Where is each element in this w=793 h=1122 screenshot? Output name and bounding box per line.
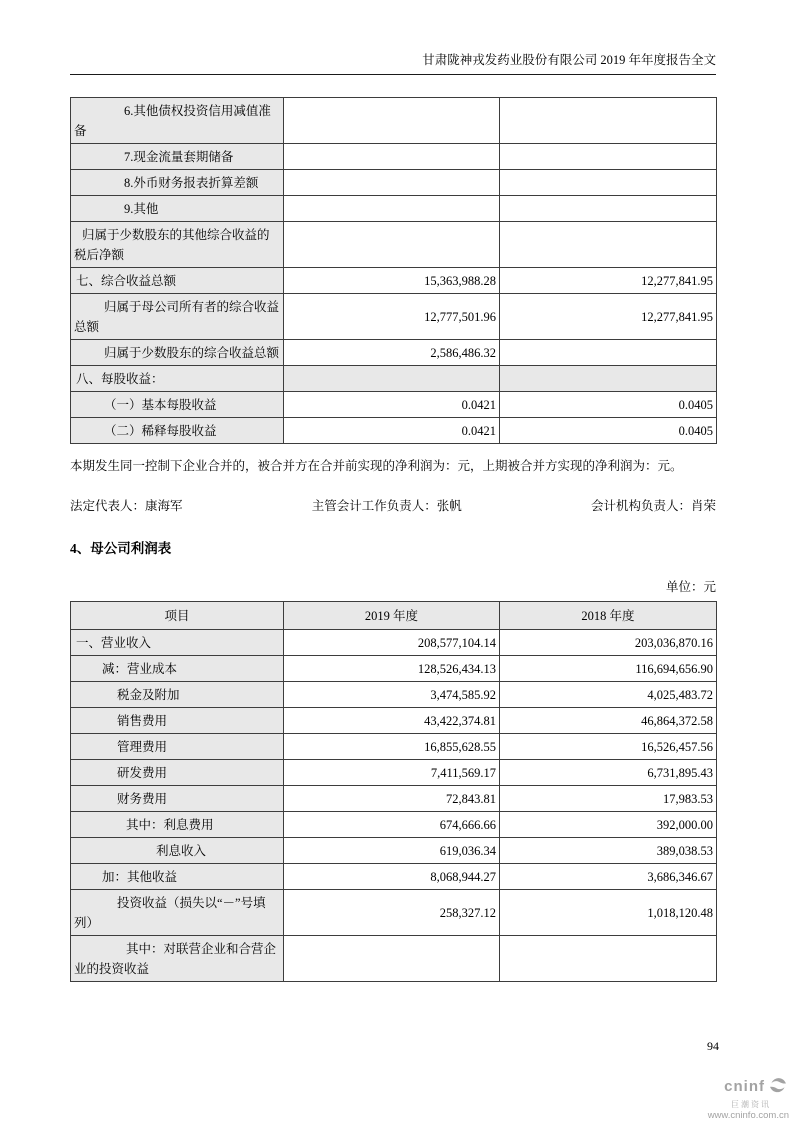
value-2019: 16,855,628.55	[284, 734, 500, 760]
value-2018: 0.0405	[500, 392, 717, 418]
table-header-row	[71, 602, 717, 630]
value-2018: 0.0405	[500, 418, 717, 444]
row-label: 研发费用	[71, 760, 284, 786]
value-2019: 12,777,501.96	[284, 294, 500, 340]
merger-note: 本期发生同一控制下企业合并的，被合并方在合并前实现的净利润为：元，上期被合并方实现的净利润为：元。	[70, 459, 683, 473]
table-row	[71, 268, 717, 294]
value-2018	[500, 196, 717, 222]
row-label: 加：其他收益	[71, 864, 284, 890]
cninfo-url: www.cninfo.com.cn	[707, 1110, 789, 1121]
value-2018: 392,000.00	[500, 812, 717, 838]
row-label: 税金及附加	[71, 682, 284, 708]
unit-label: 单位：元	[665, 580, 716, 594]
value-2019: 208,577,104.14	[284, 630, 500, 656]
row-label: 6.其他债权投资信用减值准备	[71, 98, 284, 144]
table-row	[71, 392, 717, 418]
header-title: 甘肃陇神戎发药业股份有限公司 2019 年年度报告全文	[422, 53, 716, 67]
value-2018: 4,025,483.72	[500, 682, 717, 708]
value-2019: 3,474,585.92	[284, 682, 500, 708]
cninfo-logo-row	[724, 1076, 789, 1100]
value-2018: 203,036,870.16	[500, 630, 717, 656]
value-2019: 0.0421	[284, 392, 500, 418]
value-2019	[284, 222, 500, 268]
table-row	[71, 656, 717, 682]
table-row	[71, 366, 717, 392]
row-label: 八、每股收益：	[71, 366, 284, 392]
row-label: 一、营业收入	[71, 630, 284, 656]
cninfo-brand: cninf	[724, 1078, 765, 1095]
row-label: 归属于少数股东的综合收益总额	[71, 340, 284, 366]
row-label: 利息收入	[71, 838, 284, 864]
table-row	[71, 812, 717, 838]
table-row	[71, 222, 717, 268]
value-2019: 674,666.66	[284, 812, 500, 838]
column-header-item: 项目	[71, 602, 284, 630]
row-label: 财务费用	[71, 786, 284, 812]
table-row	[71, 786, 717, 812]
value-2018: 17,983.53	[500, 786, 717, 812]
cninfo-logo	[708, 1076, 789, 1121]
value-2019: 8,068,944.27	[284, 864, 500, 890]
value-2019: 15,363,988.28	[284, 268, 500, 294]
value-2018	[500, 340, 717, 366]
value-2019	[284, 144, 500, 170]
value-2019: 7,411,569.17	[284, 760, 500, 786]
table-row	[71, 760, 717, 786]
table-row	[71, 170, 717, 196]
row-label: 9.其他	[71, 196, 284, 222]
value-2019: 128,526,434.13	[284, 656, 500, 682]
value-2018: 46,864,372.58	[500, 708, 717, 734]
row-label: 投资收益（损失以“－”号填列）	[71, 890, 284, 936]
table-row	[71, 418, 717, 444]
row-label: （一）基本每股收益	[71, 392, 284, 418]
signatories	[70, 498, 716, 515]
table-row	[71, 340, 717, 366]
value-2018: 6,731,895.43	[500, 760, 717, 786]
value-2019	[284, 170, 500, 196]
cninfo-caption: 巨潮资讯	[731, 1100, 771, 1109]
table-row	[71, 630, 717, 656]
value-2018: 3,686,346.67	[500, 864, 717, 890]
table-row	[71, 890, 717, 936]
row-label: 销售费用	[71, 708, 284, 734]
column-header-2018: 2018 年度	[500, 602, 717, 630]
value-2018: 12,277,841.95	[500, 294, 717, 340]
value-2019	[284, 366, 500, 392]
value-2018	[500, 98, 717, 144]
table-row	[71, 294, 717, 340]
value-2018	[500, 222, 717, 268]
row-label: 8.外币财务报表折算差额	[71, 170, 284, 196]
value-2018: 1,018,120.48	[500, 890, 717, 936]
table-row	[71, 864, 717, 890]
table-row	[71, 708, 717, 734]
value-2018: 116,694,656.90	[500, 656, 717, 682]
column-header-2019: 2019 年度	[284, 602, 500, 630]
row-label: 7.现金流量套期储备	[71, 144, 284, 170]
comprehensive-income-table	[70, 97, 717, 444]
section-heading: 4、母公司利润表	[70, 541, 172, 556]
value-2018: 12,277,841.95	[500, 268, 717, 294]
row-label: 减：营业成本	[71, 656, 284, 682]
swirl-icon	[767, 1076, 789, 1100]
header-rule	[70, 74, 716, 75]
value-2019: 43,422,374.81	[284, 708, 500, 734]
table-row	[71, 682, 717, 708]
row-label: 管理费用	[71, 734, 284, 760]
row-label: （二）稀释每股收益	[71, 418, 284, 444]
value-2018	[500, 366, 717, 392]
chief-accountant: 主管会计工作负责人：张帆	[311, 499, 462, 513]
value-2018	[500, 144, 717, 170]
row-label: 七、综合收益总额	[71, 268, 284, 294]
value-2019	[284, 936, 500, 982]
table-row	[71, 98, 717, 144]
value-2019	[284, 98, 500, 144]
page-number: 94	[707, 1039, 719, 1053]
parent-income-table	[70, 601, 717, 982]
value-2019: 619,036.34	[284, 838, 500, 864]
row-label: 其中：对联营企业和合营企业的投资收益	[71, 936, 284, 982]
value-2019: 2,586,486.32	[284, 340, 500, 366]
table-row	[71, 144, 717, 170]
table-row	[71, 734, 717, 760]
row-label: 归属于少数股东的其他综合收益的税后净额	[71, 222, 284, 268]
value-2019: 72,843.81	[284, 786, 500, 812]
value-2018	[500, 170, 717, 196]
value-2018: 16,526,457.56	[500, 734, 717, 760]
table-row	[71, 196, 717, 222]
value-2019: 0.0421	[284, 418, 500, 444]
value-2019	[284, 196, 500, 222]
accounting-head: 会计机构负责人：肖荣	[590, 499, 716, 513]
row-label: 归属于母公司所有者的综合收益总额	[71, 294, 284, 340]
table-row	[71, 838, 717, 864]
legal-representative: 法定代表人：康海军	[70, 499, 183, 513]
row-label: 其中：利息费用	[71, 812, 284, 838]
table-row	[71, 936, 717, 982]
value-2018: 389,038.53	[500, 838, 717, 864]
value-2018	[500, 936, 717, 982]
value-2019: 258,327.12	[284, 890, 500, 936]
